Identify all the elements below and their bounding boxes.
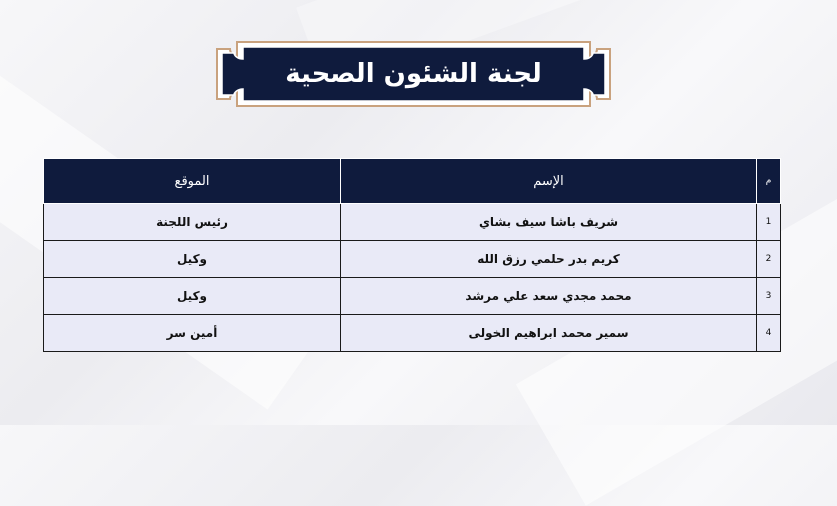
table-row: [44, 204, 781, 241]
page-title: لجنة الشئون الصحية: [285, 59, 542, 89]
row-number: 4: [757, 315, 781, 352]
row-number: 2: [757, 241, 781, 278]
table-row: [44, 315, 781, 352]
member-role: وكيل: [44, 241, 341, 278]
member-role: أمين سر: [44, 315, 341, 352]
member-role: رئيس اللجنة: [44, 204, 341, 241]
member-name: كريم بدر حلمي رزق الله: [341, 241, 757, 278]
row-number: 3: [757, 278, 781, 315]
committee-table: [43, 158, 780, 352]
column-header-role: الموقع: [44, 159, 341, 204]
title-banner: [215, 40, 612, 108]
table-row: [44, 241, 781, 278]
column-header-name: الإسم: [341, 159, 757, 204]
member-name: محمد مجدي سعد علي مرشد: [341, 278, 757, 315]
member-role: وكيل: [44, 278, 341, 315]
member-name: سمير محمد ابراهيم الخولى: [341, 315, 757, 352]
column-header-number: م: [757, 159, 781, 204]
row-number: 1: [757, 204, 781, 241]
member-name: شريف باشا سيف بشاي: [341, 204, 757, 241]
table-header-row: [44, 159, 781, 204]
table-row: [44, 278, 781, 315]
